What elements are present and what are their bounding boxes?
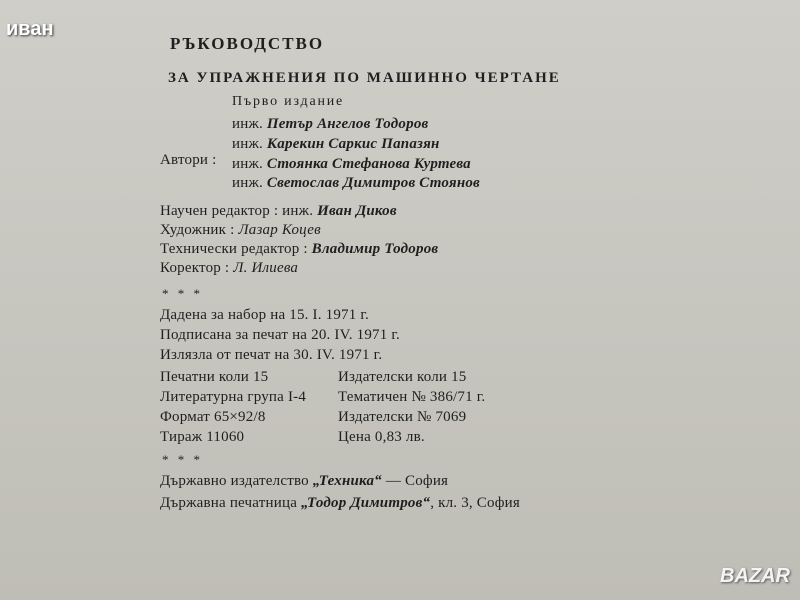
separator-asterisks: * * * <box>162 452 203 467</box>
author-prefix: инж. <box>232 116 263 132</box>
publisher-prefix: Държавно издателство <box>160 473 309 489</box>
author-name: Светослав Димитров Стоянов <box>266 175 480 191</box>
printer-line <box>160 495 520 512</box>
author-name: Стоянка Стефанова Куртева <box>266 156 471 172</box>
author-prefix: инж. <box>232 136 263 152</box>
author-line <box>232 116 428 133</box>
spec-left: Литературна група I-4 <box>160 389 307 405</box>
printer-suffix: , кл. 3, София <box>430 495 520 511</box>
publisher-suffix: — София <box>385 473 449 489</box>
book-subtitle: ЗА УПРАЖНЕНИЯ ПО МАШИННО ЧЕРТАНЕ <box>168 70 561 86</box>
separator-asterisks: * * * <box>162 286 203 301</box>
authors-label: Автори : <box>160 152 217 168</box>
credit-label: Научен редактор : инж. <box>160 203 314 219</box>
author-line <box>232 175 480 192</box>
publisher-name: „Техника“ <box>312 473 382 489</box>
credit-value: Лазар Коцев <box>238 222 321 238</box>
book-title: РЪКОВОДСТВО <box>170 34 325 53</box>
printer-prefix: Държавна печатница <box>160 495 298 511</box>
spec-right: Издателски № 7069 <box>338 409 467 425</box>
credit-value: Л. Илиева <box>233 260 299 276</box>
credit-value: Владимир Тодоров <box>311 241 439 257</box>
spec-left: Печатни коли 15 <box>160 369 269 385</box>
credit-label: Коректор : <box>160 260 230 276</box>
date-line: Излязла от печат на 30. IV. 1971 г. <box>160 347 383 363</box>
date-line: Дадена за набор на 15. I. 1971 г. <box>160 307 370 323</box>
printer-name: „Тодор Димитров“ <box>301 495 431 511</box>
credit-line <box>160 260 298 277</box>
spec-right: Издателски коли 15 <box>338 369 467 385</box>
spec-right: Цена 0,83 лв. <box>338 429 425 445</box>
credit-label: Художник : <box>160 222 235 238</box>
author-prefix: инж. <box>232 156 263 172</box>
watermark-username: иван <box>6 18 54 40</box>
author-prefix: инж. <box>232 175 263 191</box>
credit-label: Технически редактор : <box>160 241 308 257</box>
bazar-logo: BAZAR <box>720 565 790 587</box>
author-name: Петър Ангелов Тодоров <box>266 116 429 132</box>
spec-left: Тираж 11060 <box>160 429 245 445</box>
edition-line: Първо издание <box>232 94 345 109</box>
author-name: Карекин Саркис Папазян <box>266 136 440 152</box>
spec-left: Формат 65×92/8 <box>160 409 266 425</box>
author-line <box>232 156 471 173</box>
credit-line <box>160 203 397 220</box>
credit-line <box>160 222 321 239</box>
credit-line <box>160 241 438 258</box>
spec-right: Тематичен № 386/71 г. <box>338 389 486 405</box>
author-line <box>232 136 440 153</box>
publisher-line <box>160 473 448 490</box>
credit-value: Иван Диков <box>317 203 397 219</box>
date-line: Подписана за печат на 20. IV. 1971 г. <box>160 327 400 343</box>
